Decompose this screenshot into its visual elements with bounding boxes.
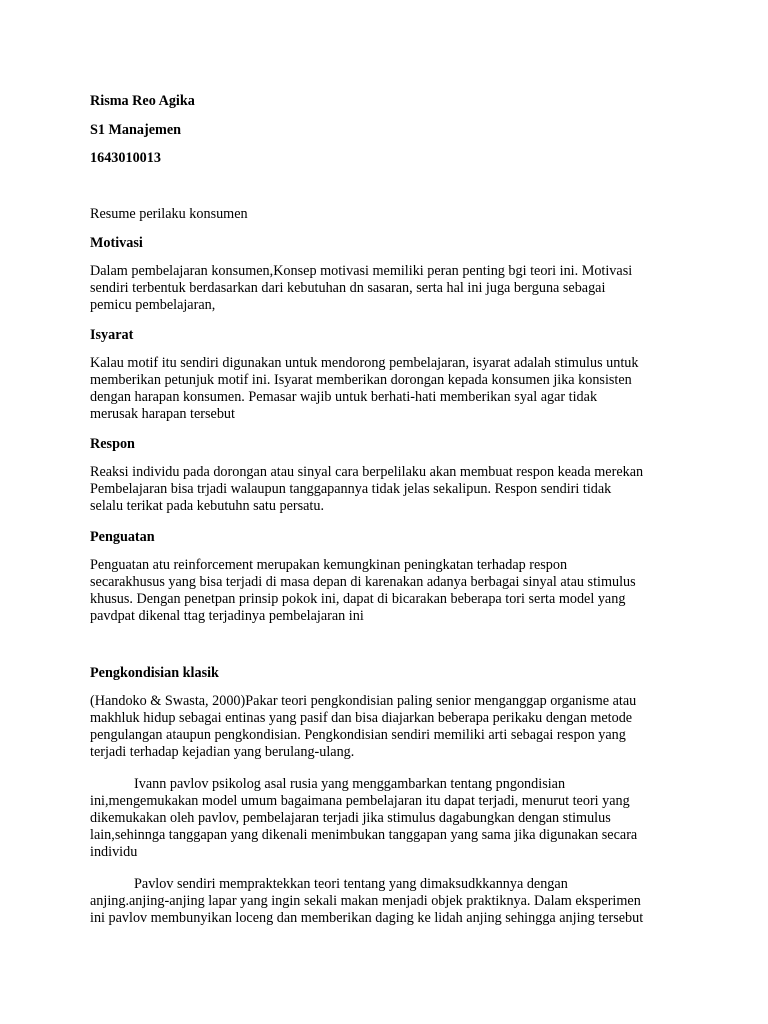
heading-motivasi: Motivasi (90, 235, 143, 251)
document-page (90, 0, 690, 1024)
paragraph-line: terjadi terhadap kejadian yang berulang-ulang. (90, 744, 355, 760)
paragraph-line: Pembelajaran bisa trjadi walaupun tanggapannya tidak jelas sekalipun. Respon sendiri tidak (90, 481, 612, 497)
paragraph-line: (Handoko & Swasta, 2000)Pakar teori pengkondisian paling senior menganggap organisme atau (90, 693, 637, 709)
paragraph-line: pavdpat dikenal ttag terjadinya pembelajaran ini (90, 608, 364, 624)
paragraph-line: memberikan petunjuk motif ini. Isyarat memberikan dorongan kepada konsumen jika konsisten (90, 372, 632, 388)
paragraph-line: anjing.anjing-anjing lapar yang ingin sekali makan menjadi objek praktiknya. Dalam eksperimen (90, 893, 641, 909)
paragraph-line: selalu terikat pada kebutuhn satu persatu. (90, 498, 325, 514)
paragraph-line: khusus. Dengan penetpan prinsip pokok ini, dapat di bicarakan beberapa tori serta model yang (90, 591, 626, 607)
paragraph-line: ini,mengemukakan model umum bagaimana pembelajaran itu dapat terjadi, menurut teori yang (90, 793, 630, 809)
paragraph-line: Pavlov sendiri mempraktekkan teori tentang yang dimaksudkkannya dengan (134, 876, 568, 892)
paragraph-line: sendiri terbentuk berdasarkan dari kebutuhan dn sasaran, serta hal ini juga berguna sebagai (90, 280, 606, 296)
paragraph-line: Kalau motif itu sendiri digunakan untuk mendorong pembelajaran, isyarat adalah stimulus untuk (90, 355, 639, 371)
paragraph-line: Reaksi individu pada dorongan atau sinyal cara berpelilaku akan membuat respon keada merekan (90, 464, 644, 480)
paragraph-line: lain,sehinnga tanggapan yang dikenali menimbukan tanggapan yang sama jika digunakan secara (90, 827, 638, 843)
study-program: S1 Manajemen (90, 122, 182, 138)
paragraph-line: Dalam pembelajaran konsumen,Konsep motivasi memiliki peran penting bgi teori ini. Motivasi (90, 263, 633, 279)
paragraph-line: ini pavlov membunyikan loceng dan memberikan daging ke lidah anjing sehingga anjing tersebut (90, 910, 644, 926)
paragraph-line: dengan harapan konsumen. Pemasar wajib untuk berhati-hati memberikan syal agar tidak (90, 389, 598, 405)
paragraph-line: pemicu pembelajaran, (90, 297, 216, 313)
paragraph-line: dikemukakan oleh pavlov, pembelajaran terjadi jika stimulus dagabungkan dengan stimulus (90, 810, 611, 826)
heading-respon: Respon (90, 436, 135, 452)
student-id: 1643010013 (90, 150, 161, 166)
paragraph-line: pengulangan ataupun pengkondisian. Pengkondisian sendiri memiliki arti sebagai respon yang (90, 727, 626, 743)
heading-isyarat: Isyarat (90, 327, 134, 343)
heading-pengkondisian-klasik: Pengkondisian klasik (90, 665, 219, 681)
paragraph-line: Penguatan atu reinforcement merupakan kemungkinan peningkatan terhadap respon (90, 557, 568, 573)
paragraph-line: secarakhusus yang bisa terjadi di masa depan di karenakan adanya berbagai sinyal atau stimulus (90, 574, 636, 590)
author-name: Risma Reo Agika (90, 93, 195, 109)
paragraph-line: Ivann pavlov psikolog asal rusia yang menggambarkan tentang pngondisian (134, 776, 566, 792)
paragraph-line: makhluk hidup sebagai entinas yang pasif dan bisa diajarkan beberapa perikaku dengan metode (90, 710, 633, 726)
paragraph-line: merusak harapan tersebut (90, 406, 235, 422)
document-title: Resume perilaku konsumen (90, 206, 248, 222)
paragraph-line: individu (90, 844, 138, 860)
heading-penguatan: Penguatan (90, 529, 155, 545)
